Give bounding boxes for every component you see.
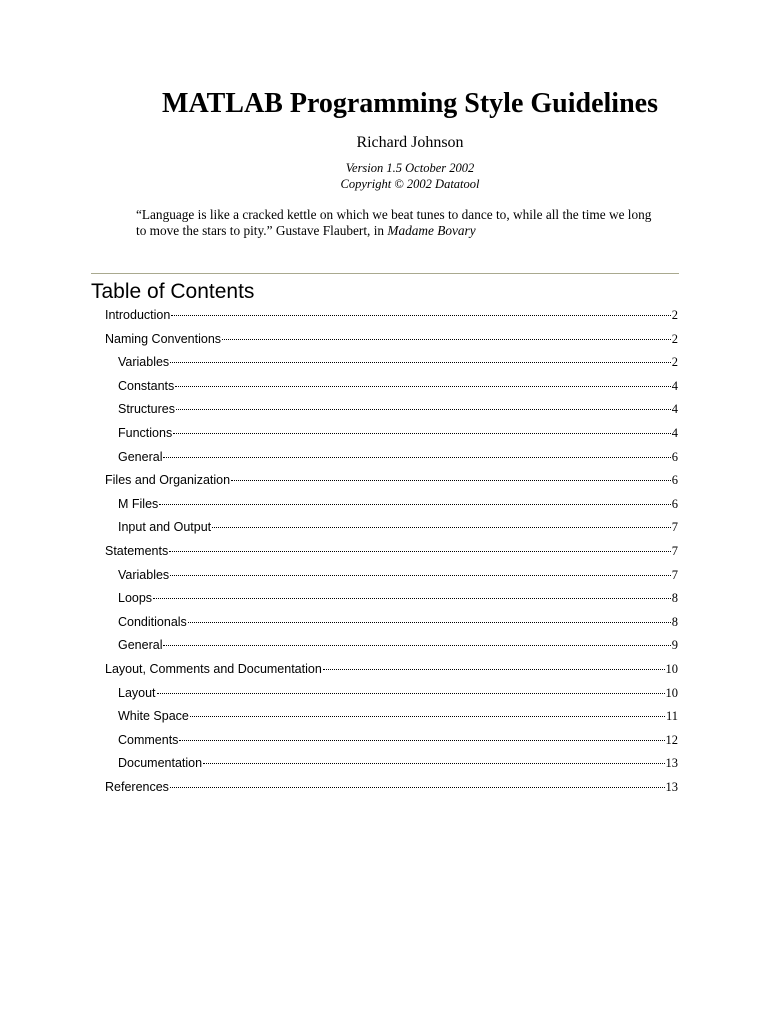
toc-entry[interactable]: [118, 355, 678, 375]
toc-page-number: 4: [671, 402, 678, 417]
toc-entry[interactable]: [118, 686, 678, 706]
toc-entry-label: Conditionals: [118, 614, 187, 629]
toc-leader-dots: [173, 433, 671, 434]
toc-page-number: 10: [665, 685, 678, 700]
toc-leader-dots: [169, 551, 671, 552]
toc-entry[interactable]: [118, 402, 678, 422]
toc-leader-dots: [163, 457, 670, 458]
toc-entry-label: Variables: [118, 355, 170, 370]
quote-source: Madame Bovary: [387, 223, 476, 238]
toc-page-number: 4: [671, 426, 678, 440]
toc-entry-label: Variables: [118, 567, 170, 582]
toc-entry-label: Input and Output: [118, 520, 212, 535]
toc-entry[interactable]: [118, 426, 678, 446]
toc-entry[interactable]: [118, 733, 678, 753]
epigraph-quote: [136, 207, 656, 239]
toc-page-number: 6: [671, 449, 678, 464]
toc-entry-label: Comments: [118, 732, 179, 747]
toc-entry[interactable]: [118, 497, 678, 517]
toc-entry[interactable]: [118, 450, 678, 470]
toc-page-number: 4: [671, 378, 678, 393]
toc-entry-label: M Files: [118, 496, 159, 511]
copyright-line: Copyright © 2002 Datatool: [340, 177, 480, 191]
toc-entry-label: Constants: [118, 378, 175, 393]
toc-heading: Table of Contents: [91, 280, 255, 303]
toc-leader-dots: [170, 362, 671, 363]
toc-page-number: 7: [671, 567, 678, 582]
toc-page-number: 2: [671, 355, 678, 370]
toc-leader-dots: [323, 669, 665, 670]
toc-entry-label: General: [118, 449, 163, 464]
toc-entry-label: Naming Conventions: [105, 331, 222, 346]
toc-entry[interactable]: [105, 780, 678, 800]
toc-entry-label: Introduction: [105, 308, 171, 322]
toc-entry[interactable]: [105, 308, 678, 328]
toc-leader-dots: [179, 740, 664, 741]
toc-page-number: 12: [665, 732, 678, 747]
quote-text: “Language is like a cracked kettle on which we beat tunes to dance to, while all the time we long to move the stars to pity.” Gustave Flaubert, in: [136, 207, 652, 238]
toc-leader-dots: [203, 763, 664, 764]
toc-entry[interactable]: [105, 544, 678, 564]
toc-leader-dots: [170, 787, 665, 788]
toc-entry[interactable]: [105, 662, 678, 682]
toc-entry[interactable]: [105, 473, 678, 493]
toc-page-number: 2: [671, 308, 678, 322]
toc-leader-dots: [170, 575, 671, 576]
toc-entry[interactable]: [118, 591, 678, 611]
toc-entry-label: References: [105, 780, 169, 794]
toc-leader-dots: [190, 716, 665, 717]
toc-entry-label: Structures: [118, 402, 175, 417]
toc-page-number: 7: [671, 544, 678, 558]
toc-entry-label: Layout: [118, 685, 156, 700]
toc-page-number: 13: [665, 756, 678, 771]
toc-entry-label: Files and Organization: [105, 473, 231, 488]
toc-leader-dots: [231, 480, 671, 481]
toc-entry-label: White Space: [118, 709, 189, 724]
toc-entry-label: Functions: [118, 426, 173, 440]
toc-entry[interactable]: [118, 379, 678, 399]
toc-page-number: 7: [671, 520, 678, 535]
toc-entry[interactable]: [118, 709, 678, 729]
toc-entry-label: Loops: [118, 591, 153, 606]
toc-leader-dots: [212, 527, 671, 528]
toc-leader-dots: [159, 504, 670, 505]
toc-entry[interactable]: [118, 520, 678, 540]
toc-leader-dots: [222, 339, 671, 340]
toc-page-number: 8: [671, 614, 678, 629]
toc-page-number: 8: [671, 591, 678, 606]
toc-page-number: 11: [665, 709, 678, 724]
toc-page-number: 2: [671, 331, 678, 346]
toc-entry-label: Layout, Comments and Documentation: [105, 662, 322, 676]
toc-leader-dots: [171, 315, 670, 316]
toc-leader-dots: [157, 693, 665, 694]
toc-page-number: 9: [671, 638, 678, 653]
document-title: MATLAB Programming Style Guidelines: [162, 88, 658, 119]
toc-leader-dots: [176, 409, 671, 410]
toc-page-number: 6: [671, 473, 678, 488]
toc-page-number: 13: [665, 780, 678, 794]
toc-entry-label: Documentation: [118, 756, 203, 771]
toc-entry[interactable]: [118, 568, 678, 588]
toc-page-number: 6: [671, 496, 678, 511]
toc-entry-label: Statements: [105, 544, 169, 558]
section-divider: [91, 273, 679, 274]
toc-leader-dots: [175, 386, 670, 387]
author-name: Richard Johnson: [356, 134, 464, 151]
toc-entry[interactable]: [105, 332, 678, 352]
version-line: Version 1.5 October 2002: [345, 161, 475, 175]
toc-entry[interactable]: [118, 615, 678, 635]
toc-entry-label: General: [118, 638, 163, 653]
toc-leader-dots: [188, 622, 671, 623]
toc-entry[interactable]: [118, 638, 678, 658]
toc-page-number: 10: [665, 662, 678, 676]
toc-entry[interactable]: [118, 756, 678, 776]
toc-leader-dots: [153, 598, 671, 599]
toc-leader-dots: [163, 645, 670, 646]
